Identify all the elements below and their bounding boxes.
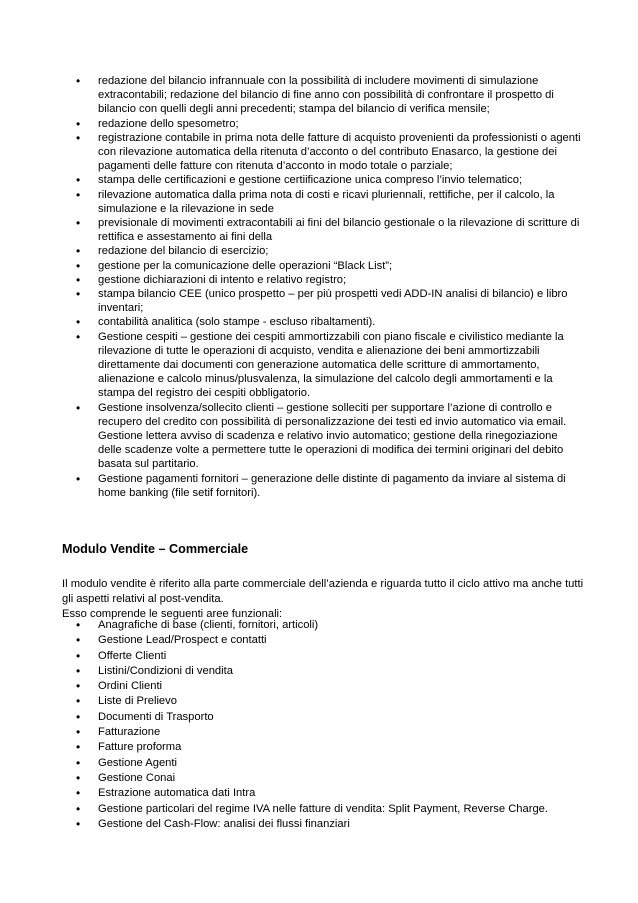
list-item: • redazione dello spesometro; <box>62 117 582 131</box>
list-item: • Liste di Prelievo <box>62 694 587 709</box>
list-item: • Gestione Lead/Prospect e contatti <box>62 633 587 648</box>
list-item: • Fatture proforma <box>62 740 587 755</box>
list-item: • Gestione Agenti <box>62 756 587 771</box>
list-item: • Gestione cespiti – gestione dei cespiti ammortizzabili con piano fiscale e civilistico mediante la rilevazione di tutte le operazioni di acquisto, vendita e alienazione dei beni ammortizzabili direttamente dai documenti con generazione automatica delle scritture di ammortamento, alienazione e calcolo minus/plusvalenza, la simulazione del calcolo degli ammortamenti e la stampa del registro dei cespiti obbligatorio. <box>62 330 582 401</box>
list-item: • Gestione particolari del regime IVA nelle fatture di vendita: Split Payment, Reverse Charge. <box>62 802 587 817</box>
list-item: • Gestione insolvenza/sollecito clienti – gestione solleciti per supportare l’azione di controllo e recupero del credito con possibilità di personalizzazione dei testi ed invio automatico via email. Gestione lettera avviso di scadenza e relativo invio automatico; gestione della rinegoziazione delle scadenze volte a permettere tutte le operazioni di modifica dei termini originari del debito basata sul partitario. <box>62 401 582 472</box>
section-intro <box>62 577 587 622</box>
list-item: • rilevazione automatica dalla prima nota di costi e ricavi pluriennali, rettifiche, per il calcolo, la simulazione e la rilevazione in sede <box>62 188 582 216</box>
accounting-features-list <box>62 74 582 500</box>
list-item: • contabilità analitica (solo stampe - escluso ribaltamenti). <box>62 315 582 329</box>
list-item: • Gestione Conai <box>62 771 587 786</box>
list-item: • previsionale di movimenti extracontabili ai fini del bilancio gestionale o la rilevazione di scritture di rettifica e assestamento ai fini della <box>62 216 582 244</box>
list-item: • gestione dichiarazioni di intento e relativo registro; <box>62 273 582 287</box>
list-item: • stampa delle certificazioni e gestione certiificazione unica compreso l’invio telematico; <box>62 173 582 187</box>
list-item: • Offerte Clienti <box>62 649 587 664</box>
list-item: • Ordini Clienti <box>62 679 587 694</box>
list-item: • Documenti di Trasporto <box>62 710 587 725</box>
list-item: • registrazione contabile in prima nota delle fatture di acquisto provenienti da professionisti o agenti con rilevazione automatica della ritenuta d’acconto o del contributo Enasarco, la gestione dei pagamenti delle fatture con ritenuta d’acconto in modo totale o parziale; <box>62 131 582 174</box>
intro-paragraph: Il modulo vendite è riferito alla parte commerciale dell’azienda e riguarda tutto il ciclo attivo ma anche tutti gli aspetti relativi al post-vendita. <box>62 578 584 605</box>
list-item: • Estrazione automatica dati Intra <box>62 786 587 801</box>
list-item: • gestione per la comunicazione delle operazioni “Black List”; <box>62 259 582 273</box>
list-item: • Fatturazione <box>62 725 587 740</box>
list-item: • Anagrafiche di base (clienti, fornitori, articoli) <box>62 618 587 633</box>
list-item: • redazione del bilancio di esercizio; <box>62 244 582 258</box>
intro-paragraph: Esso comprende le seguenti aree funzionali: <box>62 608 283 620</box>
list-item: • Gestione del Cash-Flow: analisi dei flussi finanziari <box>62 817 587 832</box>
sales-features-list <box>62 618 587 832</box>
section-heading: Modulo Vendite – Commerciale <box>62 542 249 556</box>
list-item: • Gestione pagamenti fornitori – generazione delle distinte di pagamento da inviare al sistema di home banking (file setif fornitori). <box>62 472 582 500</box>
list-item: • redazione del bilancio infrannuale con la possibilità di includere movimenti di simulazione extracontabili; redazione del bilancio di fine anno con possibilità di confrontare il prospetto di bilancio con quelli degli anni precedenti; stampa del bilancio di verifica mensile; <box>62 74 582 117</box>
list-item: • Listini/Condizioni di vendita <box>62 664 587 679</box>
list-item: • stampa bilancio CEE (unico prospetto – per più prospetti vedi ADD-IN analisi di bilancio) e libro inventari; <box>62 287 582 315</box>
